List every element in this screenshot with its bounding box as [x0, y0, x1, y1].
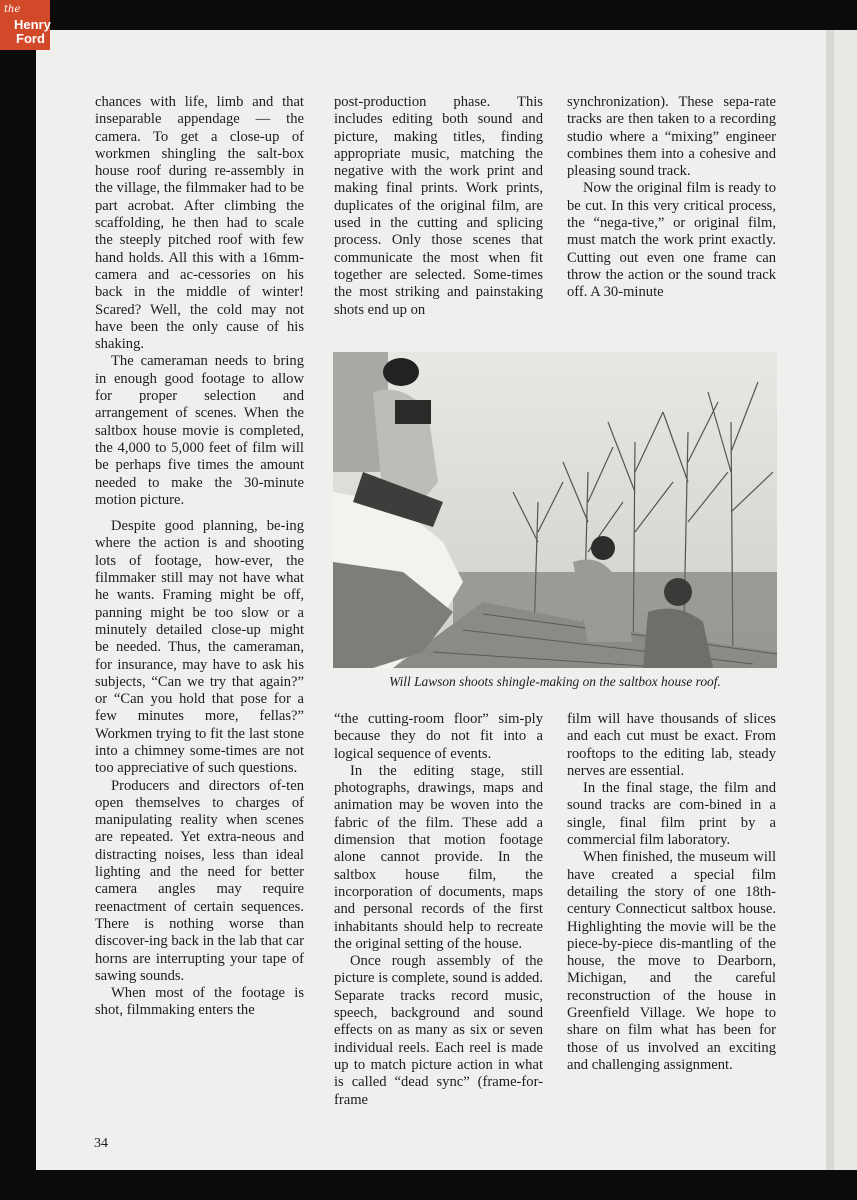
- column-3-top: [567, 94, 776, 302]
- roof-photo: [333, 352, 777, 668]
- photo-illustration: [333, 352, 777, 668]
- paragraph: In the editing stage, still photographs, drawings, maps and animation may be woven into the fabric of the film. These add a dimension that motion footage alone cannot provide. In the saltbox house film, the incorporation of documents, maps and personal records of the first inhabitants should help to recreate the original setting of the house.: [334, 762, 543, 952]
- paragraph: Now the original film is ready to be cut. In this very critical process, the “nega-tive,” or original film, must match the work print exactly. Cutting out even one frame can throw the action or the sound track off. A 30-minute: [567, 180, 776, 301]
- column-2-bottom: [334, 711, 543, 1109]
- column-1: [95, 94, 304, 1020]
- paragraph: Once rough assembly of the picture is complete, sound is added. Separate tracks record music, speech, background and sound effects on as many as six or seven individual reels. Each reel is made up to match picture action in what is called “dead sync” (frame-for-frame: [334, 953, 543, 1108]
- column-3-bottom: [567, 711, 776, 1074]
- paragraph: chances with life, limb and that inseparable appendage — the camera. To get a close-up of workmen shingling the salt-box house roof during re-assembly in the village, the filmmaker had to be part acrobat. After climbing the scaffolding, he then had to scale the steeply pitched roof with few hand holds. All this with a 16mm-camera and ac-cessories on his back in the middle of winter! Scared? Well, the cold may not have been the only cause of his shaking.: [95, 94, 304, 353]
- paragraph: Producers and directors of-ten open themselves to charges of manipulating reality when scenes are repeated. Yet extra-neous and distracting noises, less than ideal lighting and the need for better camera angles may require reenactment of certain sequences. There is nothing worse than discover-ing back in the lab that car horns are interrupting your tape of sawing sounds.: [95, 777, 304, 984]
- henry-ford-logo: [0, 0, 50, 50]
- paragraph: post-production phase. This includes editing both sound and picture, making titles, finding appropriate music, matching the negative with the work print and making final prints. Work prints, duplicates of the original film, are used in the cutting and splicing process. Only those scenes that communicate the most when fit together are selected. Some-times the most striking and painstaking shots end up on: [334, 94, 543, 318]
- paragraph: In the final stage, the film and sound tracks are com-bined in a single, final film print by a commercial film laboratory.: [567, 780, 776, 849]
- page-number: 34: [94, 1136, 108, 1151]
- paragraph: The cameraman needs to bring in enough good footage to allow for proper selection and arrangement of scenes. When the saltbox house movie is completed, the 4,000 to 5,000 feet of film will be perhaps five times the amount needed to make the 30-minute motion picture.: [95, 353, 304, 508]
- page-edge: [826, 30, 834, 1170]
- paragraph: When most of the footage is shot, filmmaking enters the: [95, 985, 304, 1019]
- paragraph: When finished, the museum will have created a special film detailing the story of one 18th-century Connecticut saltbox house. Highlighting the movie will be the piece-by-piece dis-mantling of the house, the move to Dearborn, Michigan, and the careful reconstruction of the house in Greenfield Village. We hope to share on film what has been for those of us involved an exciting and challenging assignment.: [567, 849, 776, 1073]
- column-2-top: [334, 94, 543, 319]
- logo-text-the: the: [4, 4, 21, 15]
- paragraph: Despite good planning, be-ing where the action is and shooting lots of footage, how-ever, the filmmaker still may not have what he wants. Framing might be off, panning might be too slow or a minutely detailed close-up might be needed. Thus, the cameraman, for insurance, may have to ask his subjects, “Can we try that again?” or “Can you hold that pose for a few minutes more, fellas?” Workmen trying to fit the last stone into a chimney some-times are not too appreciative of such questions.: [95, 518, 304, 777]
- paragraph: “the cutting-room floor” sim-ply because they do not fit into a logical sequence of events.: [334, 711, 543, 762]
- paragraph: synchronization). These sepa-rate tracks are then taken to a recording studio where a “mixing” engineer combines them into a cohesive and pleasing sound track.: [567, 94, 776, 180]
- paragraph: film will have thousands of slices and each cut must be exact. From rooftops to the editing lab, steady nerves are essential.: [567, 711, 776, 779]
- logo-text-henry: Henry: [14, 17, 51, 32]
- logo-text-ford: Ford: [16, 31, 45, 46]
- next-page-edge: [834, 30, 857, 1170]
- photo-caption: Will Lawson shoots shingle-making on the saltbox house roof.: [389, 674, 721, 689]
